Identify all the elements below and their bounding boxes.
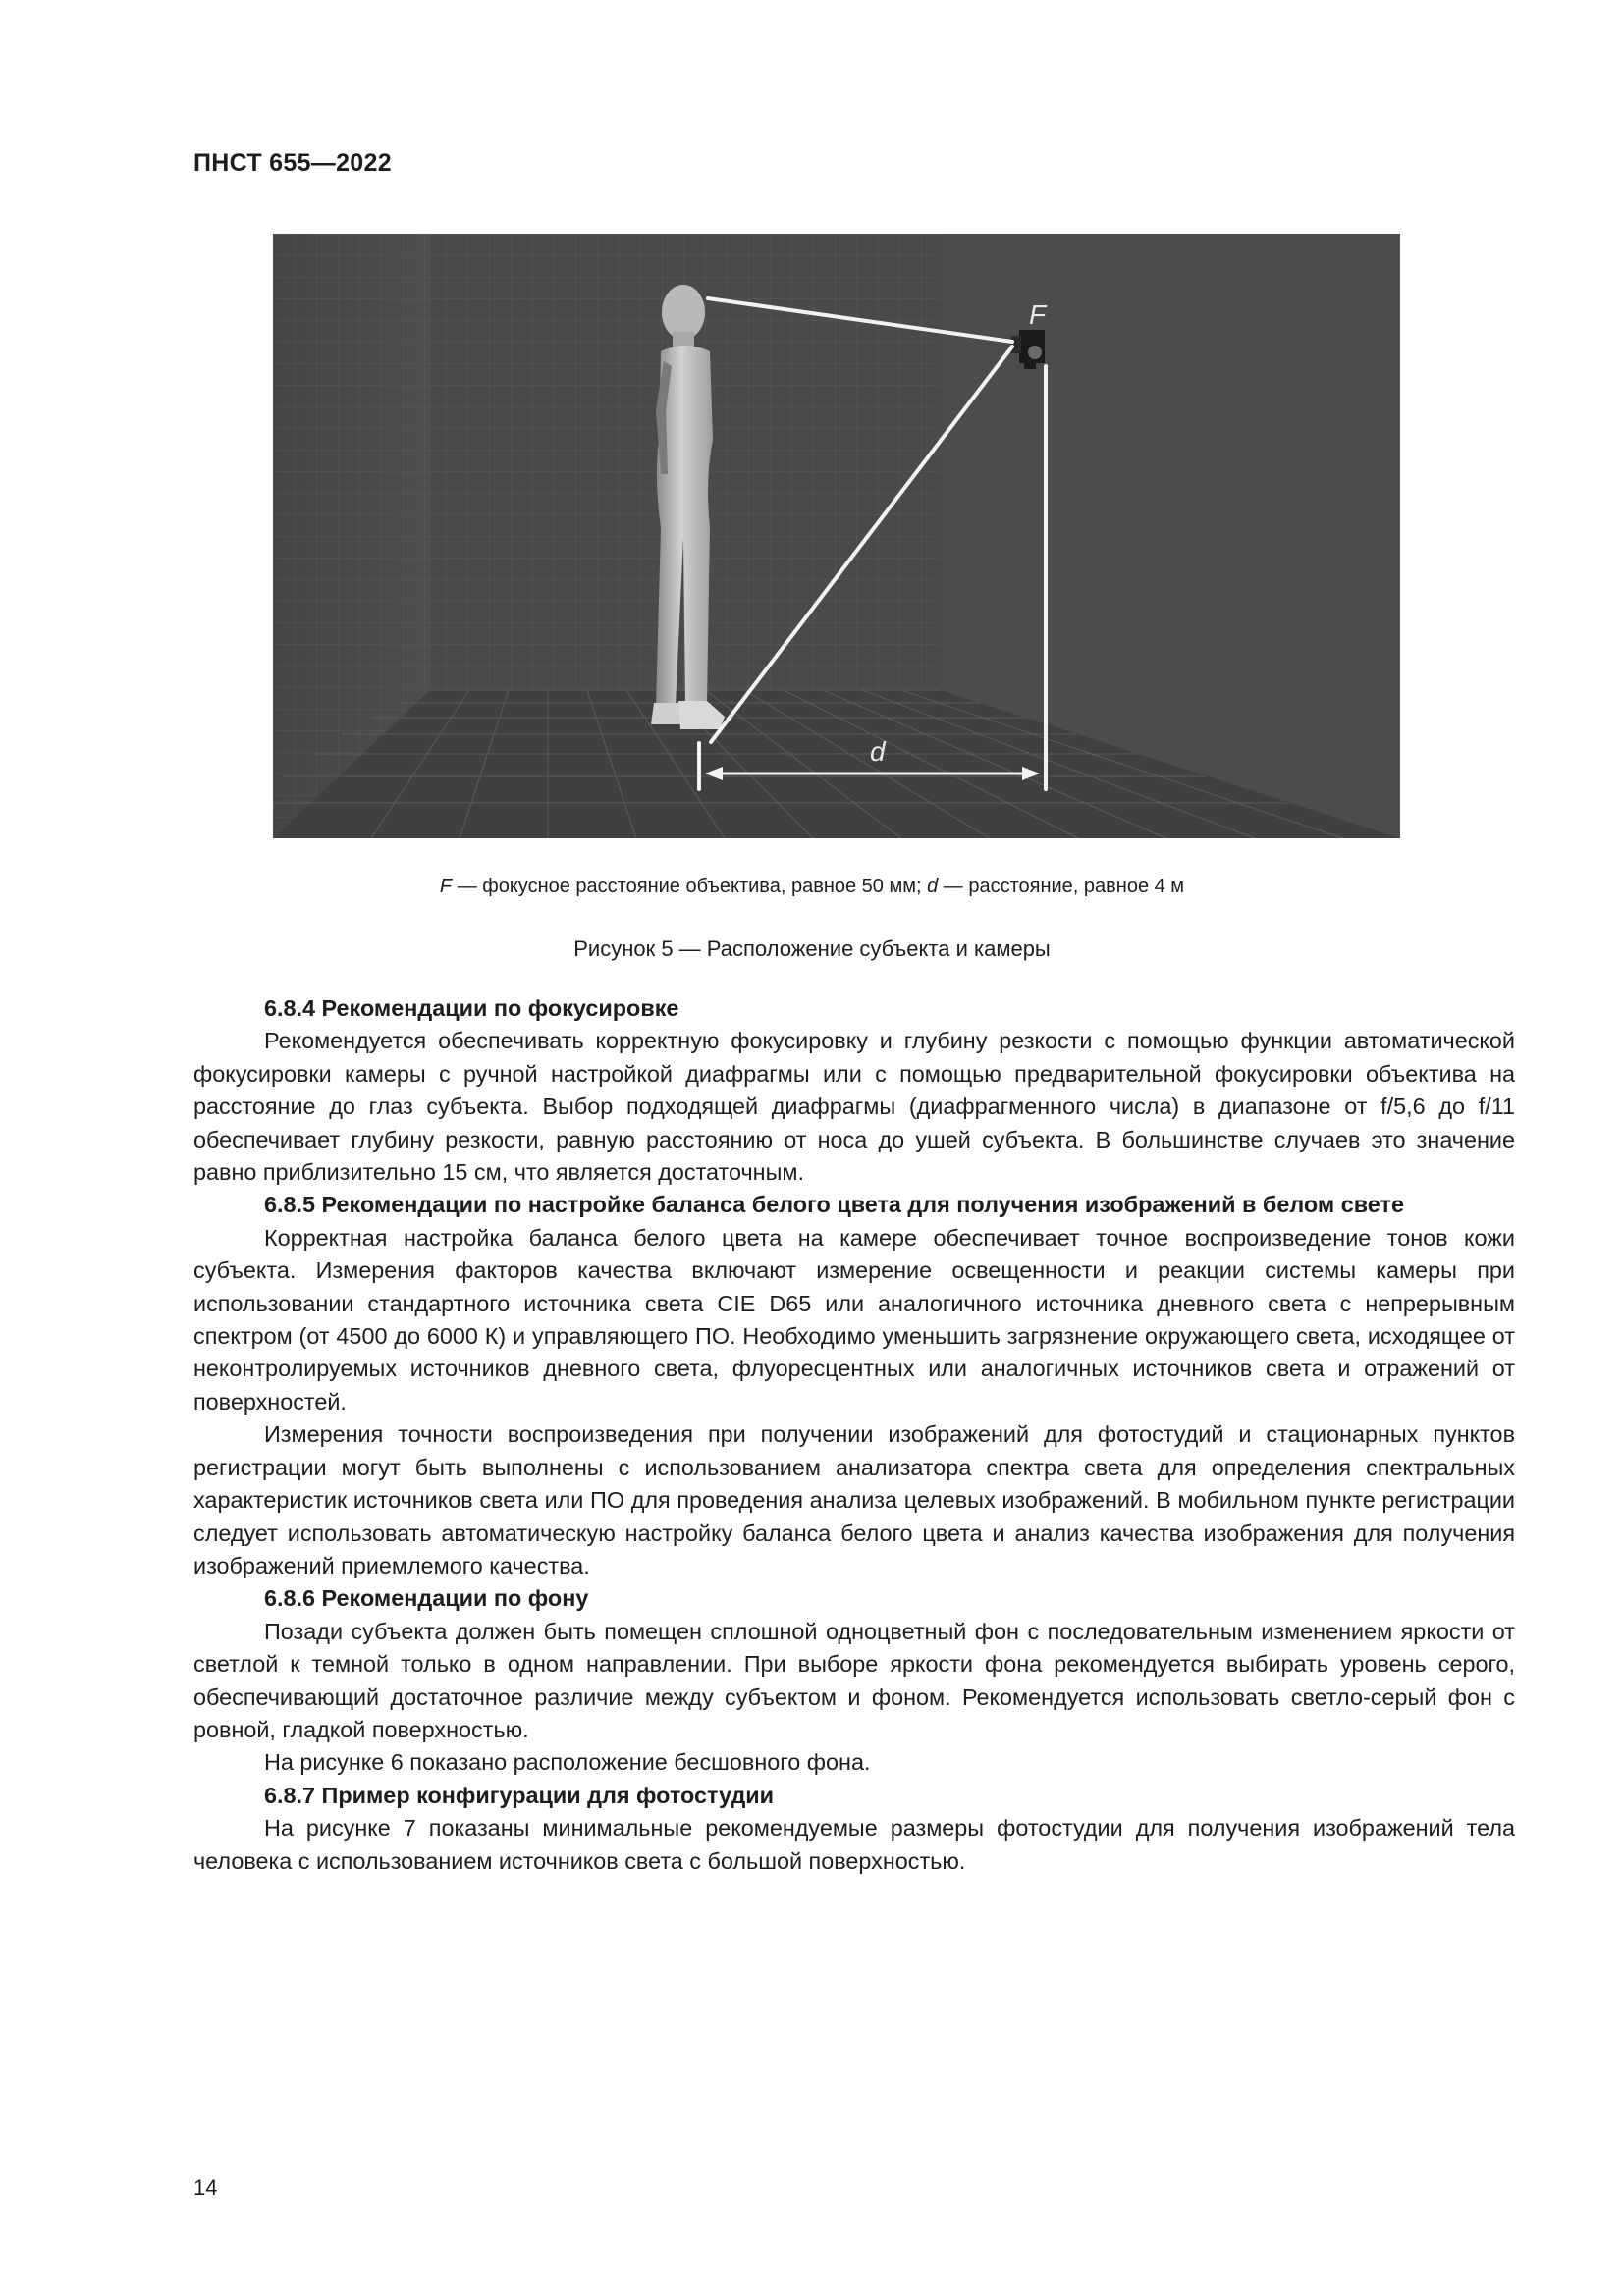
figure-subject-camera [273,234,1400,838]
distance-label: d [870,736,886,767]
paragraph: Корректная настройка баланса белого цвета на камере обеспечивает точное воспроизведение тонов кожи субъекта. Измерения факторов качества включают измерение освещенности и реакции системы камеры при использовании стандартного источника света CIE D65 или аналогичного источника дневного света с непрерывным спектром (от 4500 до 6000 К) и управляющего ПО. Необходимо уменьшить загрязнение окружающего света, исходящее от неконтролируемых источников дневного света, флуоресцентных или аналогичных источников света и отражений от поверхностей. [193,1224,1515,1415]
section-heading: 6.8.4 Рекомендации по фокусировке [264,995,679,1021]
paragraph: На рисунке 6 показано расположение бесшовного фона. [264,1749,871,1776]
legend-F-text: — фокусное расстояние объектива, равное 50 мм; [452,876,928,897]
page-number: 14 [193,2175,218,2200]
figure-illustration [273,234,1400,838]
document-body [193,992,1515,1878]
figure-caption: Рисунок 5 — Расположение субъекта и камеры [573,936,1051,961]
legend-d-symbol: d [927,876,939,897]
paragraph: Позади субъекта должен быть помещен сплошной одноцветный фон с последовательным изменением яркости от светлой к темной только в одном направлении. При выборе яркости фона рекомендуется выбирать уровень серого, обеспечивающий достаточное различие между субъектом и фоном. Рекомендуется использовать светло-серый фон с ровной, гладкой поверхностью. [193,1618,1515,1742]
section-heading: 6.8.6 Рекомендации по фону [264,1585,589,1612]
legend-d-text: — расстояние, равное 4 м [938,876,1185,897]
standard-header: ПНСТ 655—2022 [193,149,392,177]
paragraph: Рекомендуется обеспечивать корректную фокусировку и глубину резкости с помощью функции автоматической фокусировки камеры с ручной настройкой диафрагмы или с помощью предварительной фокусировки объектива на расстояние до глаз субъекта. Выбор подходящей диафрагмы (диафрагменного числа) в диапазоне от f/5,6 до f/11 обеспечивает глубину резкости, равную расстоянию от носа до ушей субъекта. В большинстве случаев это значение равно приблизительно 15 см, что является достаточным. [193,1028,1515,1186]
paragraph: Измерения точности воспроизведения при получении изображений для фотостудий и стационарных пунктов регистрации могут быть выполнены с использованием анализатора спектра света для определения спектральных характеристик источников света или ПО для проведения анализа целевых изображений. В мобильном пункте регистрации следует использовать автоматическую настройку баланса белого цвета и анализ качества изображения для получения изображений приемлемого качества. [193,1421,1515,1578]
figure-legend [0,876,1624,898]
section-heading: 6.8.5 Рекомендации по настройке баланса белого цвета для получения изображений в белом свете [264,1192,1404,1218]
section-heading: 6.8.7 Пример конфигурации для фотостудии [264,1782,775,1808]
legend-F-symbol: F [439,876,453,897]
focal-length-label: F [1029,299,1047,330]
paragraph: На рисунке 7 показаны минимальные рекомендуемые размеры фотостудии для получения изображений тела человека с использованием источников света с большой поверхностью. [193,1815,1515,1874]
